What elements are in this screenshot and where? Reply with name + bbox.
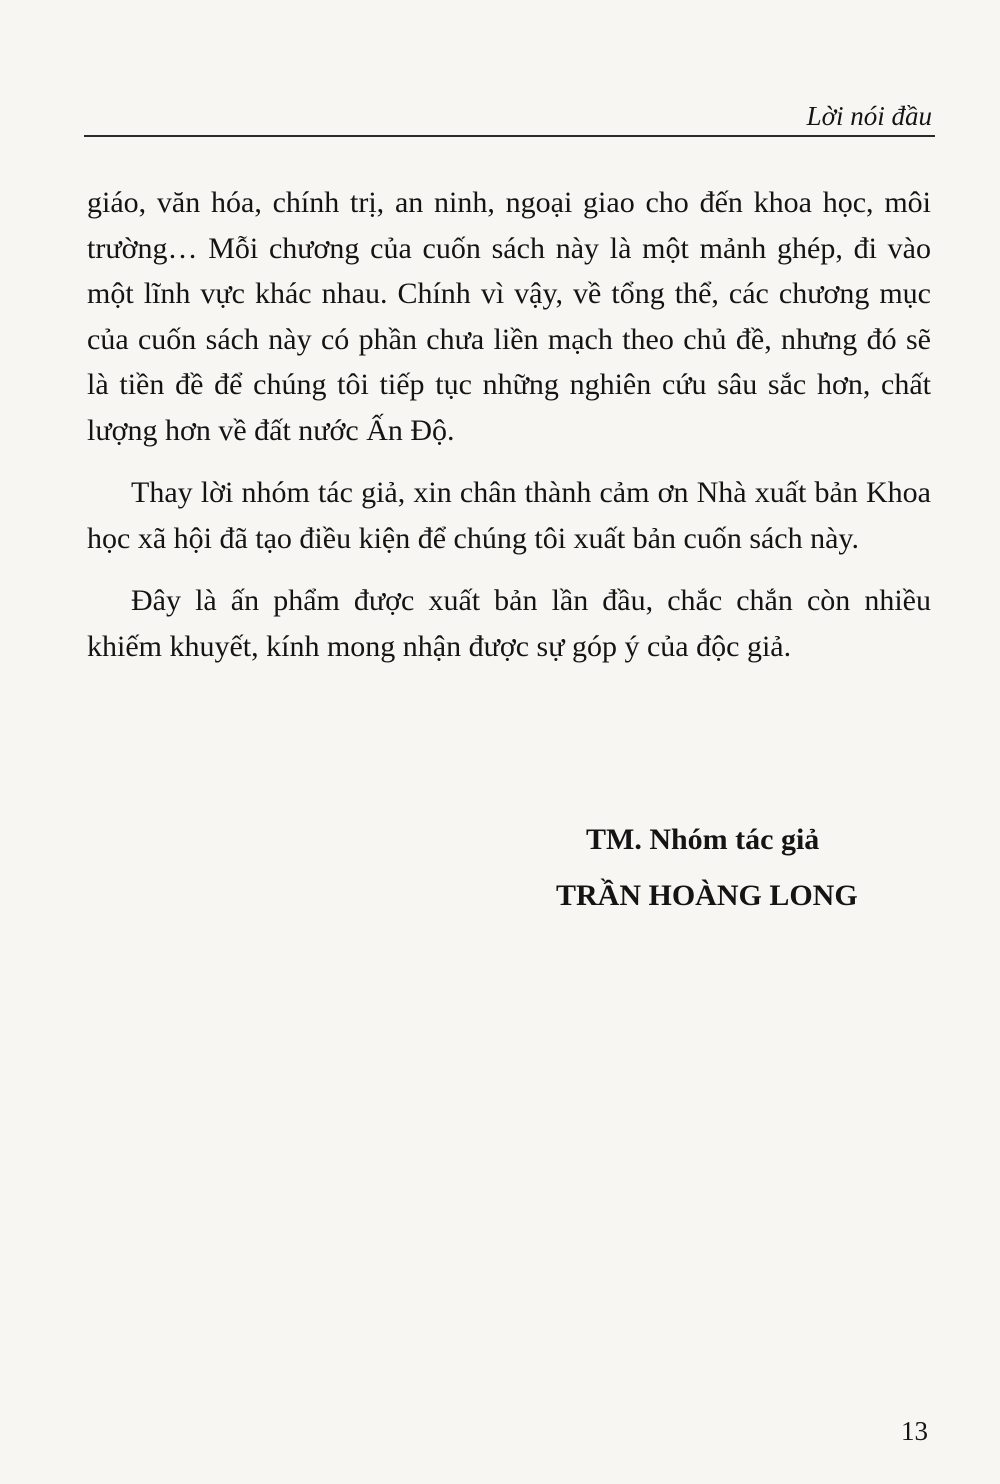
running-header: Lời nói đầu [806, 101, 932, 131]
signature-title: TM. Nhóm tác giả [586, 823, 820, 856]
paragraph: Thay lời nhóm tác giả, xin chân thành cảm ơn Nhà xuất bản Khoa học xã hội đã tạo điều kiện để chúng tôi xuất bản cuốn sách này. [87, 476, 931, 555]
header-divider [84, 135, 935, 137]
paragraph: giáo, văn hóa, chính trị, an ninh, ngoại giao cho đến khoa học, môi trường… Mỗi chương của cuốn sách này là một mảnh ghép, đi vào một lĩnh vực khác nhau. Chính vì vậy, về tổng thể, các chương mục của cuốn sách này có phần chưa liền mạch theo chủ đề, nhưng đó sẽ là tiền đề để chúng tôi tiếp tục những nghiên cứu sâu sắc hơn, chất lượng hơn về đất nước Ấn Độ. [87, 186, 931, 447]
page-number: 13 [901, 1416, 928, 1446]
body-text [87, 180, 931, 686]
signature-name: TRẦN HOÀNG LONG [556, 879, 858, 912]
signature-block [556, 812, 936, 924]
paragraph: Đây là ấn phẩm được xuất bản lần đầu, chắc chắn còn nhiều khiếm khuyết, kính mong nhận được sự góp ý của độc giả. [87, 584, 931, 663]
